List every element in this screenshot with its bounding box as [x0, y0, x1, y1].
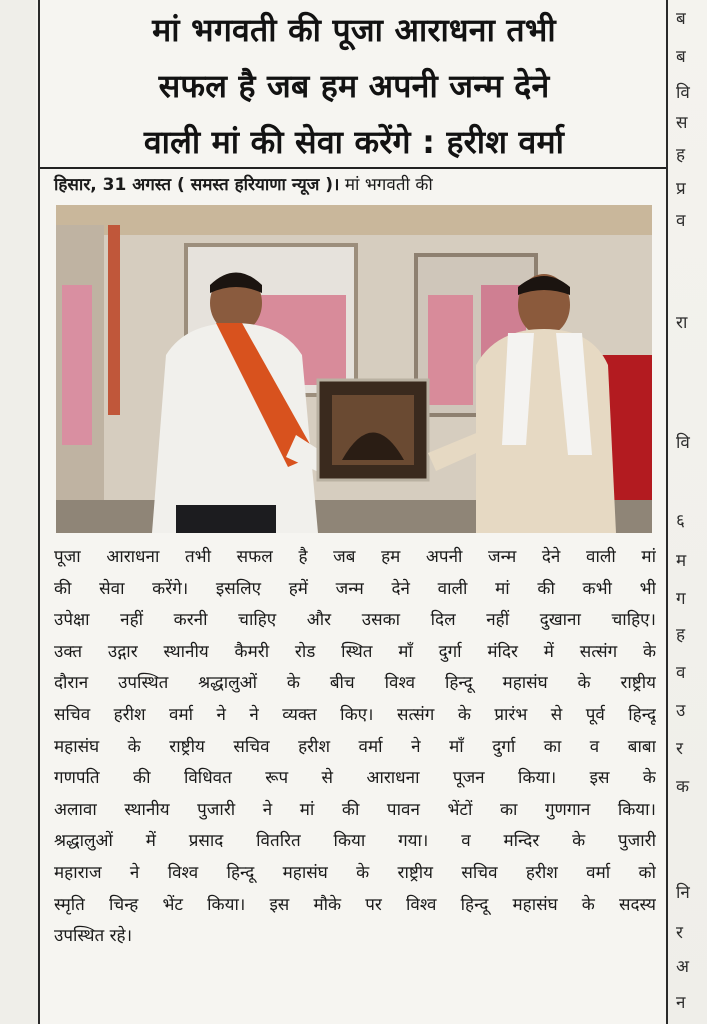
- adjacent-glyph: रा: [676, 313, 688, 333]
- adjacent-glyph: ग: [676, 589, 686, 609]
- photo-right-man-kurta: [476, 329, 616, 533]
- news-article: [38, 0, 668, 1024]
- dateline-lead-text: मां भगवती की: [339, 175, 433, 195]
- body-line-2: की सेवा करेंगे। इसलिए हमें जन्म देने वाली मां की कभी भी: [54, 578, 656, 599]
- body-line-4: उक्त उद्गार स्थानीय कैमरी रोड स्थित माँ दुर्गा मंदिर में सत्संग के: [54, 641, 656, 662]
- body-line-7: महासंघ के राष्ट्रीय सचिव हरीश वर्मा ने माँ दुर्गा का व बाबा: [54, 736, 656, 757]
- article-headline: [46, 2, 662, 170]
- article-body: [54, 542, 656, 953]
- adjacent-glyph: वि: [676, 83, 690, 103]
- dateline-place-date: हिसार, 31 अगस्त ( समस्त हरियाणा न्यूज )।: [54, 175, 340, 195]
- adjacent-glyph: ब: [676, 47, 686, 67]
- adjacent-glyph: ६: [676, 511, 685, 531]
- body-line-5: दौरान उपस्थित श्रद्धालुओं के बीच विश्व हिन्दू महासंघ के राष्ट्रीय: [54, 673, 656, 694]
- headline-line-1: मां भगवती की पूजा आराधना तभी: [152, 11, 556, 49]
- adjacent-glyph: ह: [676, 145, 686, 165]
- adjacent-glyph: नि: [676, 883, 690, 903]
- photo-presentation-icon: [56, 205, 652, 533]
- adjacent-column-fragment: [676, 0, 707, 1024]
- photo-right-idol-1: [428, 295, 473, 405]
- adjacent-glyph: र: [676, 739, 683, 759]
- photo-left-idol: [62, 285, 92, 445]
- body-line-1: पूजा आराधना तभी सफल है जब हम अपनी जन्म देने वाली मां: [54, 547, 656, 567]
- headline-line-3: वाली मां की सेवा करेंगे : हरीश वर्मा: [143, 123, 565, 161]
- article-photo: [56, 205, 652, 533]
- left-margin: [0, 0, 36, 1024]
- dateline: [54, 173, 654, 197]
- photo-left-man-trousers: [176, 505, 276, 533]
- adjacent-glyph: न: [676, 993, 686, 1013]
- adjacent-glyph: व: [676, 663, 686, 683]
- body-line-6: सचिव हरीश वर्मा ने ने व्यक्त किए। सत्संग के प्रारंभ से पूर्व हिन्दू: [54, 704, 656, 725]
- adjacent-glyph: व: [676, 211, 686, 231]
- adjacent-glyph: क: [676, 777, 690, 797]
- body-line-11: महाराज ने विश्व हिन्दू महासंघ के राष्ट्रीय सचिव हरीश वर्मा को: [54, 862, 656, 883]
- headline-divider: [40, 167, 666, 169]
- adjacent-glyph: अ: [676, 957, 689, 977]
- body-line-8: गणपति की विधिवत रूप से आराधना पूजन किया। इस के: [54, 768, 656, 789]
- adjacent-glyph: र: [676, 923, 683, 943]
- headline-line-2: सफल है जब हम अपनी जन्म देने: [158, 67, 550, 105]
- body-line-10: श्रद्धालुओं में प्रसाद वितरित किया गया। व मन्दिर के पुजारी: [54, 831, 656, 852]
- adjacent-glyph: म: [676, 551, 687, 571]
- photo-ceiling-band: [56, 205, 652, 235]
- body-line-13: उपस्थित रहे।: [54, 926, 133, 947]
- body-line-9: अलावा स्थानीय पुजारी ने मां की पावन भेंटों का गुणगान किया।: [54, 799, 656, 820]
- photo-garland: [108, 225, 120, 415]
- adjacent-glyph: उ: [676, 701, 686, 721]
- body-line-3: उपेक्षा नहीं करनी चाहिए और उसका दिल नहीं दुखाना चाहिए।: [54, 610, 656, 631]
- adjacent-glyph: ह: [676, 625, 686, 645]
- body-line-12: स्मृति चिन्ह भेंट किया। इस मौके पर विश्व हिन्दू महासंघ के सदस्य: [54, 894, 656, 915]
- adjacent-glyph: प्र: [676, 179, 686, 199]
- adjacent-glyph: ब: [676, 9, 686, 29]
- adjacent-glyph: वि: [676, 433, 690, 453]
- adjacent-glyph: स: [676, 113, 688, 133]
